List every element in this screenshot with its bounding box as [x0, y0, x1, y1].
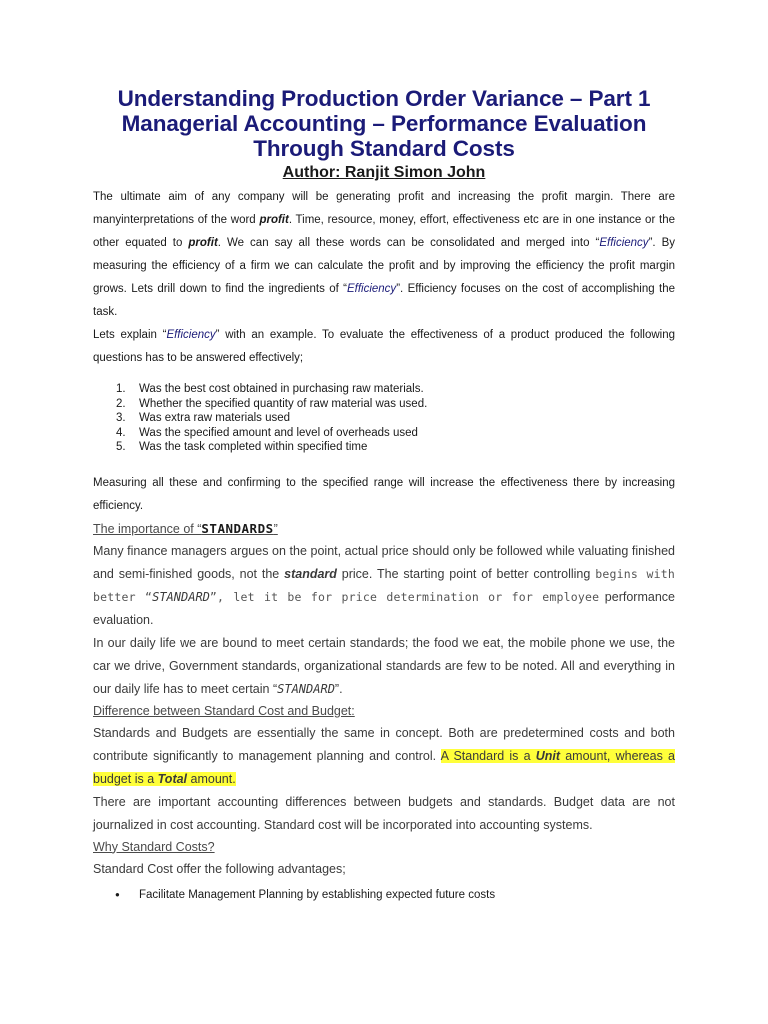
- document-title: [93, 86, 675, 161]
- author-line: [93, 162, 675, 184]
- keyword-profit: profit: [188, 237, 218, 249]
- author-name: Author: Ranjit Simon John: [282, 164, 486, 181]
- keyword-standard: standard: [284, 566, 337, 581]
- list-item: 2. Whether the specified quantity of raw material was used.: [116, 397, 428, 410]
- keyword-profit: profit: [259, 214, 289, 226]
- importance-paragraph-2: In our daily life we are bound to meet certain standards; the food we eat, the mobile phone we use, the car we drive, Government standards, organizational standards are few to be noted. All and everything in our daily life has to meet certain “STANDARD”.: [93, 635, 675, 696]
- intro-paragraph-1: The ultimate aim of any company will be generating profit and increasing the profit margin. There are manyinterpretations of the word profit. Time, resource, money, effort, effectiveness etc are in one instance or the other equated to profit. We can say all these words can be consolidated and merged into “Efficiency”. By measuring the efficiency of a firm we can calculate the profit and by improving the efficiency the profit margin grows. Lets drill down to find the ingredients of “Efficiency”. Efficiency focuses on the cost of accomplishing the task.: [93, 191, 676, 318]
- advantages-list: [93, 889, 675, 901]
- difference-paragraph-1: Standards and Budgets are essentially the same in concept. Both are predetermined costs and both contribute significantly to management planning and control. A Standard is a Unit amount, whereas a budget is a Total amount.: [93, 725, 675, 786]
- keyword-efficiency: Efficiency: [599, 237, 649, 249]
- difference-heading: Difference between Standard Cost and Budget:: [93, 703, 355, 718]
- why-intro: Standard Cost offer the following advantages;: [93, 861, 346, 876]
- list-item: 5. Was the task completed within specified time: [116, 441, 368, 453]
- measuring-paragraph: Measuring all these and confirming to the specified range will increase the effectiveness there by increasing efficiency.: [93, 476, 675, 512]
- list-item: 3. Was extra raw materials used: [116, 412, 291, 424]
- list-item: 1. Was the best cost obtained in purchasing raw materials.: [116, 383, 424, 395]
- title-line-3: Through Standard Costs: [253, 136, 515, 161]
- intro-paragraph-2: Lets explain “Efficiency” with an example. To evaluate the effectiveness of a product produced the following questions has to be answered effectively;: [93, 329, 675, 364]
- difference-paragraph-2: There are important accounting differences between budgets and standards. Budget data are not journalized in cost accounting. Standard cost will be incorporated into accounting systems.: [93, 794, 675, 832]
- highlighted-text: A Standard is a Unit amount, whereas a budget is a Total amount.: [93, 748, 675, 786]
- why-heading: Why Standard Costs?: [93, 839, 215, 854]
- title-line-1: Understanding Production Order Variance – Part 1: [117, 86, 651, 111]
- questions-list: [93, 382, 675, 455]
- importance-heading: The importance of “STANDARDS”: [93, 520, 278, 536]
- document-page: [93, 86, 675, 901]
- keyword-efficiency: Efficiency: [166, 329, 216, 341]
- keyword-standard-caps: STANDARD: [277, 681, 335, 696]
- keyword-efficiency: Efficiency: [346, 283, 397, 295]
- keyword-standard-caps: STANDARD: [152, 589, 210, 604]
- bullet-icon: ●: [115, 890, 120, 899]
- title-line-2: Managerial Accounting – Performance Evaluation: [121, 111, 647, 136]
- list-item: 4. Was the specified amount and level of overheads used: [116, 426, 418, 439]
- list-item: ● Facilitate Management Planning by establishing expected future costs: [93, 889, 675, 901]
- importance-paragraph-1: Many finance managers argues on the point, actual price should only be followed while valuating finished and semi-finished goods, not the standard price. The starting point of better controlling begins with better “STANDARD”, let it be for price determination or for employee performance evaluation.: [93, 543, 675, 627]
